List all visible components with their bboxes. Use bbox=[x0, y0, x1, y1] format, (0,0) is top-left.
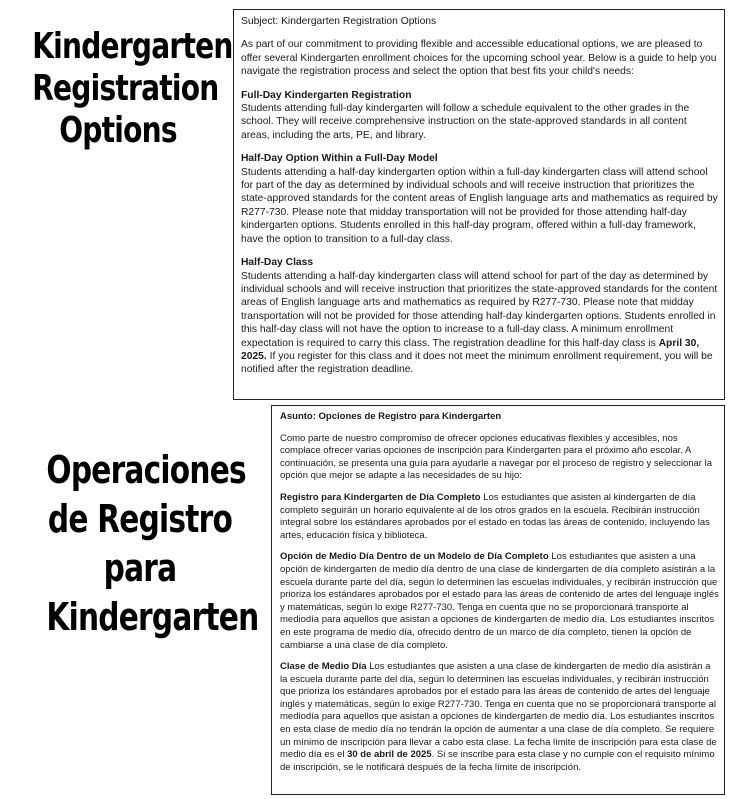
section-body-tail: . Si se inscribe para esta clase y no cumple con el requisito mínimo de inscripción, se le notificará después de la fecha límite de inscripción. bbox=[280, 749, 715, 773]
title-line: para bbox=[103, 546, 177, 590]
section-heading: Registro para Kindergarten de Día Completo bbox=[280, 491, 481, 503]
section-body: Students attending a half-day kindergarten class will attend school for part of the day as determined by individual schools and will receive instruction that prioritizes the state-approved standards for the content areas of English language arts and mathematics as required by R277-730. Please note that midday transportation will not be provided for those attending half-day kindergarten options. Students enrolled in this half-day class will not have the option to increase to a full-day class. A minimum enrollment expectation is required to carry this class. The registration deadline for this half-day class is bbox=[241, 270, 718, 349]
section-body-tail: If you register for this class and it does not meet the minimum enrollment requirement, you will be notified after the registration deadline. bbox=[241, 350, 713, 376]
spanish-page-title bbox=[46, 446, 259, 642]
section-half-day-option bbox=[241, 152, 718, 246]
section-half-day-class bbox=[280, 661, 719, 774]
section-body: Students attending full-day kindergarten will follow a schedule equivalent to the other grades in the school. They will receive comprehensive instruction on the state-approved standards in all content areas, including the arts, PE, and library. bbox=[241, 103, 690, 141]
english-page-title bbox=[32, 26, 233, 152]
deadline-date: 30 de abril de 2025 bbox=[347, 749, 432, 761]
section-full-day bbox=[241, 89, 718, 143]
section-full-day bbox=[280, 492, 719, 542]
title-line: de Registro bbox=[47, 497, 233, 541]
section-heading: Opción de Medio Día Dentro de un Modelo de Día Completo bbox=[280, 551, 549, 563]
subject-line: Asunto: Opciones de Registro para Kindergarten bbox=[280, 411, 502, 422]
section-heading: Clase de Medio Día bbox=[280, 661, 367, 673]
section-half-day-class bbox=[241, 256, 718, 377]
intro-paragraph: As part of our commitment to providing flexible and accessible educational options, we are pleased to offer several Kindergarten enrollment choices for the upcoming school year. Below is a guide to help you navigate the registration process and select the option that best fits your child's needs: bbox=[241, 39, 717, 78]
title-line: Options bbox=[59, 110, 177, 151]
section-body: Los estudiantes que asisten a una clase de kindergarten de medio día asistirán a la escuela durante parte del día, según lo determinen las escuelas individuales, y recibirán instrucción que prioriza los estándares aprobados por el estado para las áreas de contenido de artes del lenguaje inglés y matemáticas, según lo exige R277-730. Tenga en cuenta que no se proporcionará transporte al mediodía para aquellos que asistan a opciones de kindergarten de medio día. Los estudiantes inscritos en esta clase de medio día no tendrán la opción de aumentar a una clase de día completo. Se requiere un mínimo de inscripción para llevar a cabo esta clase. La fecha límite de inscripción para esta clase de medio día es el bbox=[280, 661, 717, 761]
section-body: Los estudiantes que asisten a una opción de kindergarten de medio día dentro de una clase de kindergarten de día completo asistirán a la escuela durante parte del día, según lo determinen las escuelas individuales, y recibirán instrucción que prioriza los estándares aprobados por el estado para las áreas de contenido de artes del lenguaje inglés y matemáticas, según lo exige R277-730. Tenga en cuenta que no se proporcionará transporte al mediodía para aquellos que asistan a opciones de kindergarten de medio día. Los estudiantes inscritos en este programa de medio día, ofrecido dentro de un marco de día completo, tienen la opción de cambiarse a una clase de día completo. bbox=[280, 551, 719, 651]
english-notice-box bbox=[233, 9, 725, 400]
section-heading: Half-Day Option Within a Full-Day Model bbox=[241, 153, 438, 165]
intro-paragraph: Como parte de nuestro compromiso de ofrecer opciones educativas flexibles y accesibles, nos complace ofrecer varias opciones de inscripción para Kindergarten para el próximo año escolar. A continuación, se presenta una guía para ayudarle a navegar por el proceso de registro y seleccionar la opción que mejor se adapte a las necesidades de su hijo: bbox=[280, 432, 712, 482]
title-line: Kindergarten bbox=[32, 26, 233, 67]
spanish-notice-box bbox=[271, 405, 725, 795]
section-heading: Full-Day Kindergarten Registration bbox=[241, 89, 412, 101]
deadline-date: April 30, 2025. bbox=[241, 337, 700, 362]
title-line: Registration bbox=[32, 68, 219, 109]
section-heading: Half-Day Class bbox=[241, 257, 314, 269]
subject-line: Subject: Kindergarten Registration Options bbox=[241, 16, 437, 27]
section-body: Los estudiantes que asisten al kindergarten de día completo seguirán un horario equivalente al de los otros grados en la escuela. Recibirán instrucción integral sobre los estándares aprobados por el estado en todas las áreas de contenido, incluyendo las artes, educación física y biblioteca. bbox=[280, 491, 710, 541]
section-body: Students attending a half-day kindergarten option within a full-day kindergarten class will attend school for part of the day as determined by individual schools and will receive instruction that prioritizes the state-approved standards for the content areas of English language arts and mathematics as required by R277-730. Please note that midday transportation will not be provided for those attending half-day kindergarten options. Students enrolled in this half-day program, offered within a full-day framework, have the option to transition to a full-day class. bbox=[241, 166, 718, 245]
title-line: Operaciones bbox=[46, 448, 246, 492]
section-half-day-option bbox=[280, 551, 719, 652]
title-line: Kindergarten bbox=[46, 595, 259, 639]
